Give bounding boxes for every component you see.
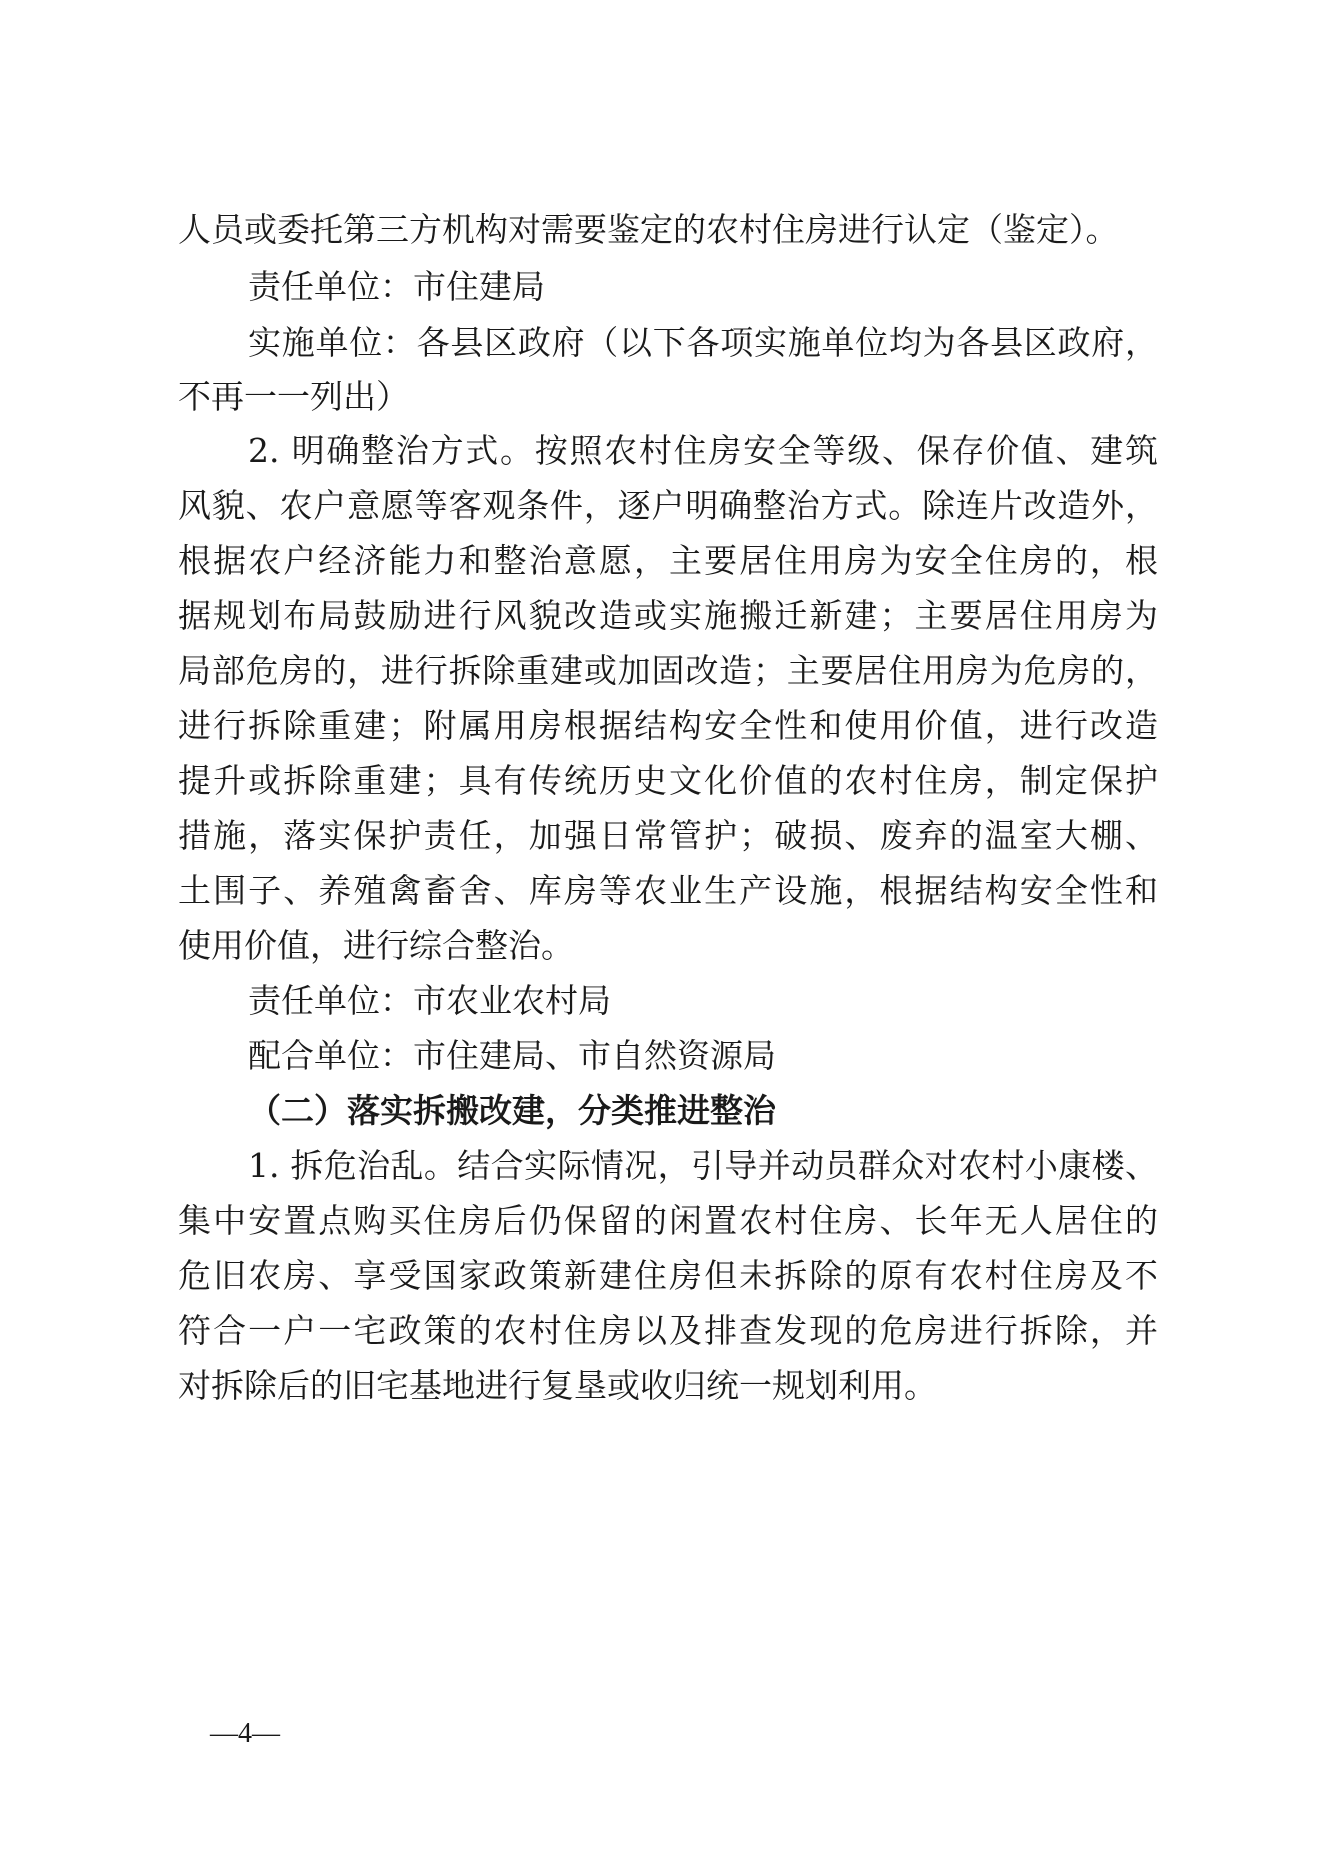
text-line: 据规划布局鼓励进行风貌改造或实施搬迁新建；主要居住用房为 [178, 596, 1158, 635]
text-line: 风貌、农户意愿等客观条件，逐户明确整治方式。除连片改造外， [178, 486, 1158, 525]
text-line: 符合一户一宅政策的农村住房以及排查发现的危房进行拆除，并 [178, 1311, 1158, 1350]
text-line: 局部危房的，进行拆除重建或加固改造；主要居住用房为危房的， [178, 651, 1158, 690]
item-heading-line: 2. 明确整治方式。按照农村住房安全等级、保存价值、建筑 [248, 431, 1158, 470]
text-line: 危旧农房、享受国家政策新建住房但未拆除的原有农村住房及不 [178, 1256, 1158, 1295]
text-line: 集中安置点购买住房后仍保留的闲置农村住房、长年无人居住的 [178, 1201, 1158, 1240]
item-heading-line: 1. 拆危治乱。结合实际情况，引导并动员群众对农村小康楼、 [248, 1146, 1158, 1185]
page-number: —4— [210, 1718, 280, 1749]
text-line: 土围子、养殖禽畜舍、库房等农业生产设施，根据结构安全性和 [178, 871, 1158, 910]
text-line: 使用价值，进行综合整治。 [178, 926, 574, 965]
implementing-unit-line: 实施单位：各县区政府（以下各项实施单位均为各县区政府， [248, 323, 1158, 362]
text-line: 根据农户经济能力和整治意愿，主要居住用房为安全住房的，根 [178, 541, 1158, 580]
text-line: 对拆除后的旧宅基地进行复垦或收归统一规划利用。 [178, 1366, 937, 1405]
text-line: 人员或委托第三方机构对需要鉴定的农村住房进行认定（鉴定）。 [178, 210, 1119, 249]
cooperating-unit-line: 配合单位：市住建局、市自然资源局 [248, 1036, 776, 1075]
responsible-unit-line: 责任单位：市住建局 [248, 267, 545, 306]
section-heading: （二）落实拆搬改建，分类推进整治 [248, 1091, 776, 1130]
text-line: 措施，落实保护责任，加强日常管护；破损、废弃的温室大棚、 [178, 816, 1158, 855]
text-line: 进行拆除重建；附属用房根据结构安全性和使用价值，进行改造 [178, 706, 1158, 745]
responsible-unit-line: 责任单位：市农业农村局 [248, 981, 611, 1020]
text-line: 不再一一列出） [178, 377, 409, 416]
text-line: 提升或拆除重建；具有传统历史文化价值的农村住房，制定保护 [178, 761, 1158, 800]
